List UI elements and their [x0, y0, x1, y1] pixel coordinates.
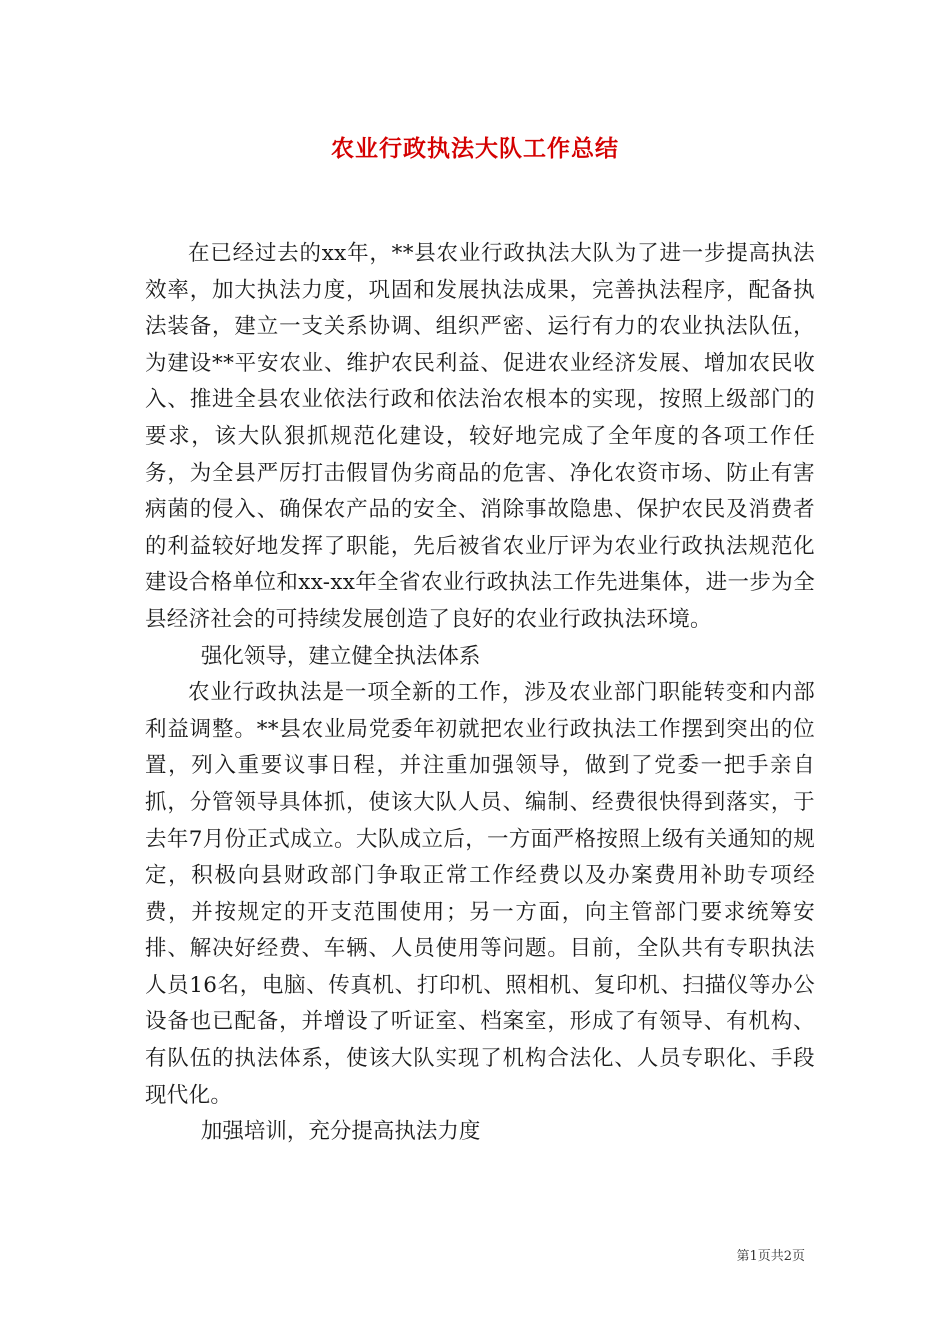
page-number: 第1页共2页 [736, 1249, 805, 1264]
paragraph-leadership: 农业行政执法是一项全新的工作，涉及农业部门职能转变和内部利益调整。**县农业局党委年初就把农业行政执法工作摆到突出的位置，列入重要议事日程，并注重加强领导，做到了党委一把手亲自抓，分管领导具体抓，使该大队人员、编制、经费很快得到落实，于去年7月份正式成立。大队成立后，一方面严格按照上级有关通知的规定，积极向县财政部门争取正常工作经费以及办案费用补助专项经费，并按规定的开支范围使用；另一方面，向主管部门要求统筹安排、解决好经费、车辆、人员使用等问题。目前，全队共有专职执法人员16名，电脑、传真机、打印机、照相机、复印机、扫描仪等办公设备也已配备，并增设了听证室、档案室，形成了有领导、有机构、有队伍的执法体系，使该大队实现了机构合法化、人员专职化、手段现代化。 [145, 680, 815, 1108]
document-title: 农业行政执法大队工作总结 [331, 135, 619, 162]
section-heading-training: 加强培训，充分提高执法力度 [200, 1119, 481, 1145]
document-body [145, 236, 815, 1151]
paragraph-intro: 在已经过去的xx年，**县农业行政执法大队为了进一步提高执法效率，加大执法力度，巩固和发展执法成果，完善执法程序，配备执法装备，建立一支关系协调、组织严密、运行有力的农业执法队伍，为建设**平安农业、维护农民利益、促进农业经济发展、增加农民收入、推进全县农业依法行政和依法治农根本的实现，按照上级部门的要求，该大队狠抓规范化建设，较好地完成了全年度的各项工作任务，为全县严厉打击假冒伪劣商品的危害、净化农资市场、防止有害病菌的侵入、确保农产品的安全、消除事故隐患、保护农民及消费者的利益较好地发挥了职能，先后被省农业厅评为农业行政执法规范化建设合格单位和xx-xx年全省农业行政执法工作先进集体，进一步为全县经济社会的可持续发展创造了良好的农业行政执法环境。 [145, 241, 815, 632]
section-heading-leadership: 强化领导，建立健全执法体系 [200, 643, 481, 669]
